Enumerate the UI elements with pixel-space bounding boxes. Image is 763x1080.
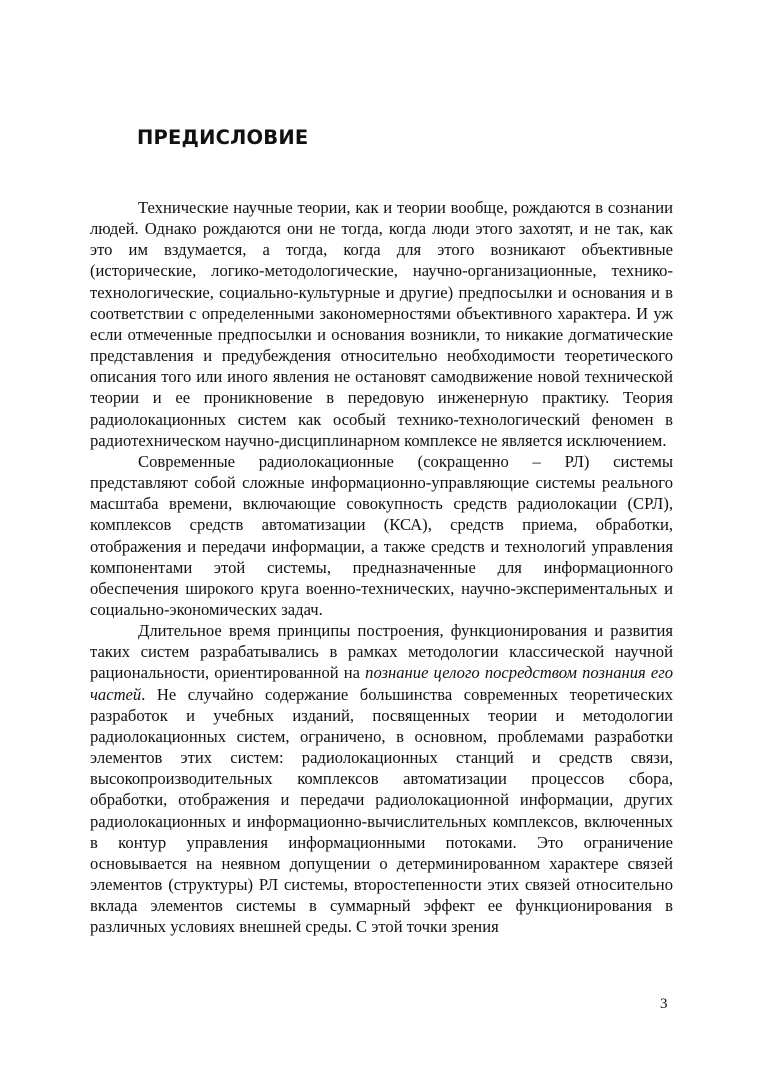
paragraph-3-rest: . Не случайно содержание большинства современных теоретических разработок и учебных изданий, посвященных теории и методологии радиолокационных систем, ограничено, в основном, проблемами разработки элементов этих систем: радиолокационных станций и средств связи, высокопроизводительных комплексов автоматизации процессов сбора, обработки, отображения и передачи радиолокационной информации, других радиолокационных и информационно-вычислительных комплексов, включенных в контур управления информационными потоками. Это ограничение основывается на неявном допущении о детерминированном характере связей элементов (структуры) РЛ системы, второстепенности этих связей относительно вклада элементов системы в суммарный эффект ее функционирования в различных условиях внешней среды. С этой точки зрения — [90, 684, 673, 937]
paragraph-3 — [90, 620, 673, 937]
paragraph-1: Технические научные теории, как и теории вообще, рождаются в сознании людей. Однако рождаются они не тогда, когда люди этого захотят, и не так, как это им вздумается, а тогда, когда для этого возникают объективные (исторические, логико-методологические, научно-организационные, технико-технологические, социально-культурные и другие) предпосылки и основания и в соответствии с определенными закономерностями объективного характера. И уж если отмеченные предпосылки и основания возникли, то никакие догматические представления и предубеждения относительно необходимости теоретического описания того или иного явления не остановят самодвижение новой технической теории и ее проникновение в передовую инженерную практику. Теория радиолокационных систем как особый технико-технологический феномен в радиотехническом научно-дисциплинарном комплексе не является исключением. — [90, 198, 673, 450]
paragraph-2: Современные радиолокационные (сокращенно – РЛ) системы представляют собой сложные информационно-управляющие системы реального масштаба времени, включающие совокупность средств радиолокации (СРЛ), комплексов средств автоматизации (КСА), средств приема, обработки, отображения и передачи информации, а также средств и технологий управления компонентами этой системы, предназначенные для информационного обеспечения широкого круга военно-технических, научно-экспериментальных и социально-экономических задач. — [90, 451, 673, 619]
paragraph-3-emphasis: познание целого посредством познания его частей — [90, 663, 674, 704]
section-title: ПРЕДИСЛОВИЕ — [137, 126, 309, 149]
paragraph-3-lead: Длительное время принципы построения, функционирования и развития таких систем разрабатывались в рамках методологии классической научной рациональности, ориентированной на — [90, 621, 673, 683]
body-text — [90, 197, 673, 937]
page-number: 3 — [660, 996, 668, 1012]
